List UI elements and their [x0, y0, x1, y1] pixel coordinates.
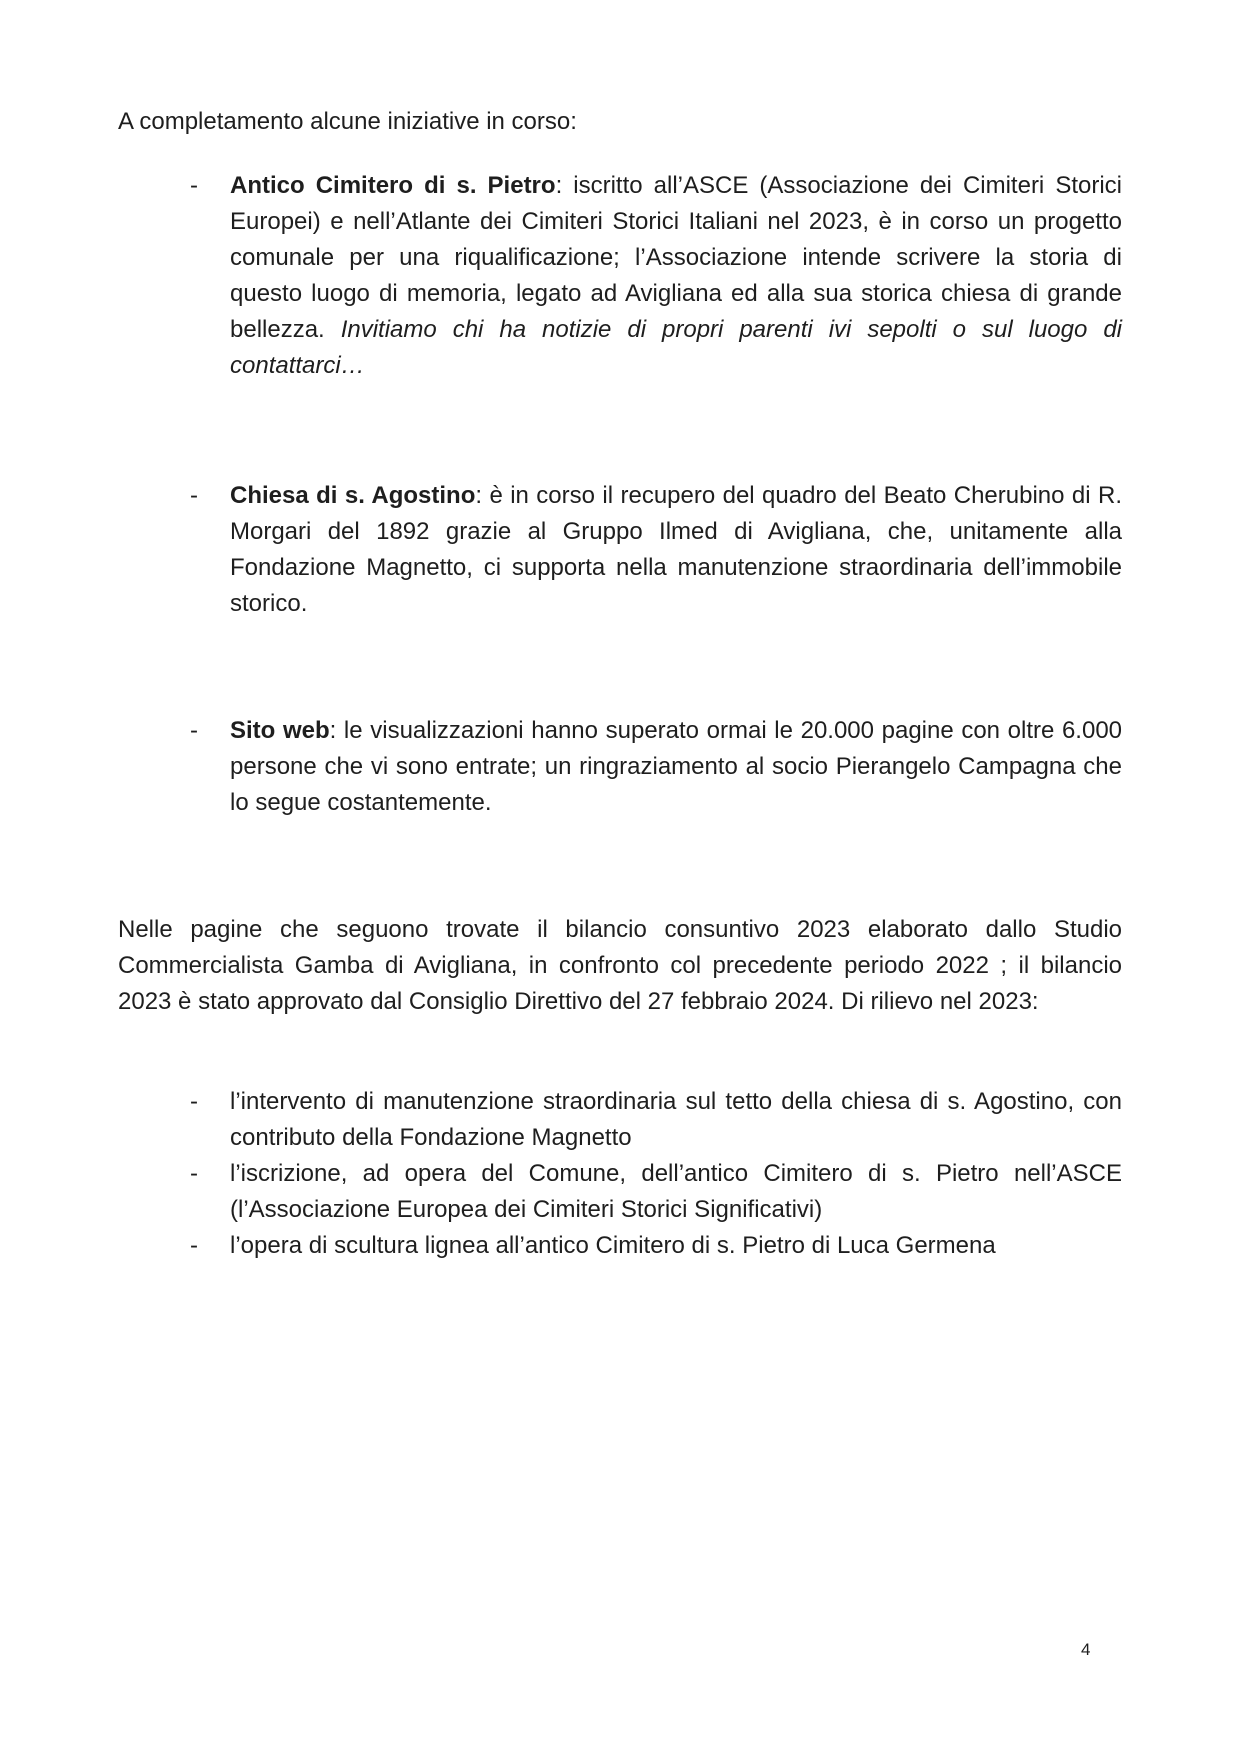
- bullet-dash: -: [190, 717, 198, 744]
- bullet-dash: -: [190, 1160, 198, 1187]
- bullet-dash: -: [190, 1088, 198, 1115]
- highlight-item: [190, 1228, 1122, 1264]
- highlight-item: [190, 1084, 1122, 1156]
- highlight-text: l’intervento di manutenzione straordinaria sul tetto della chiesa di s. Agostino, con contributo della Fondazione Magnetto: [230, 1088, 1122, 1151]
- initiative-text: : le visualizzazioni hanno superato ormai le 20.000 pagine con oltre 6.000 persone che vi sono entrate; un ringraziamento al socio Pierangelo Campagna che lo segue costantemente.: [230, 717, 1123, 816]
- highlight-text: l’opera di scultura lignea all’antico Cimitero di s. Pietro di Luca Germena: [230, 1232, 996, 1259]
- highlight-text: l’iscrizione, ad opera del Comune, dell’antico Cimitero di s. Pietro nell’ASCE (l’Associazione Europea dei Cimiteri Storici Significativi): [230, 1160, 1122, 1223]
- initiative-body: [230, 713, 1122, 821]
- intro-paragraph: A completamento alcune iniziative in corso:: [118, 108, 577, 135]
- initiative-item: [190, 478, 1122, 622]
- bullet-dash: -: [190, 482, 198, 509]
- initiative-item: [190, 168, 1122, 384]
- initiative-body: [230, 478, 1122, 622]
- initiative-note: Invitiamo chi ha notizie di propri parenti ivi sepolti o sul luogo di contattarci…: [230, 316, 1123, 379]
- bullet-dash: -: [190, 172, 198, 199]
- initiative-text: : è in corso il recupero del quadro del Beato Cherubino di R. Morgari del 1892 grazie al Gruppo Ilmed di Avigliana, che, unitamente alla Fondazione Magnetto, ci supporta nella manutenzione straordinaria dell’immobile storico.: [230, 482, 1122, 617]
- initiative-title: Antico Cimitero di s. Pietro: [230, 172, 556, 199]
- highlights-list: [190, 1084, 1122, 1264]
- initiative-title: Sito web: [230, 717, 330, 744]
- summary-paragraph: Nelle pagine che seguono trovate il bilancio consuntivo 2023 elaborato dallo Studio Commercialista Gamba di Avigliana, in confronto col precedente periodo 2022 ; il bilancio 2023 è stato approvato dal Consiglio Direttivo del 27 febbraio 2024. Di rilievo nel 2023:: [118, 916, 1122, 1015]
- initiative-text: : iscritto all’ASCE (Associazione dei Cimiteri Storici Europei) e nell’Atlante dei Cimiteri Storici Italiani nel 2023, è in corso un progetto comunale per una riqualificazione; l’Associazione intende scrivere la storia di questo luogo di memoria, legato ad Avigliana ed alla sua storica chiesa di grande bellezza.: [230, 172, 1122, 343]
- bullet-dash: -: [190, 1232, 198, 1259]
- page-number: 4: [1081, 1640, 1091, 1659]
- initiative-item: [190, 713, 1122, 821]
- initiative-title: Chiesa di s. Agostino: [230, 482, 476, 509]
- initiative-body: [230, 168, 1122, 384]
- highlight-item: [190, 1156, 1122, 1228]
